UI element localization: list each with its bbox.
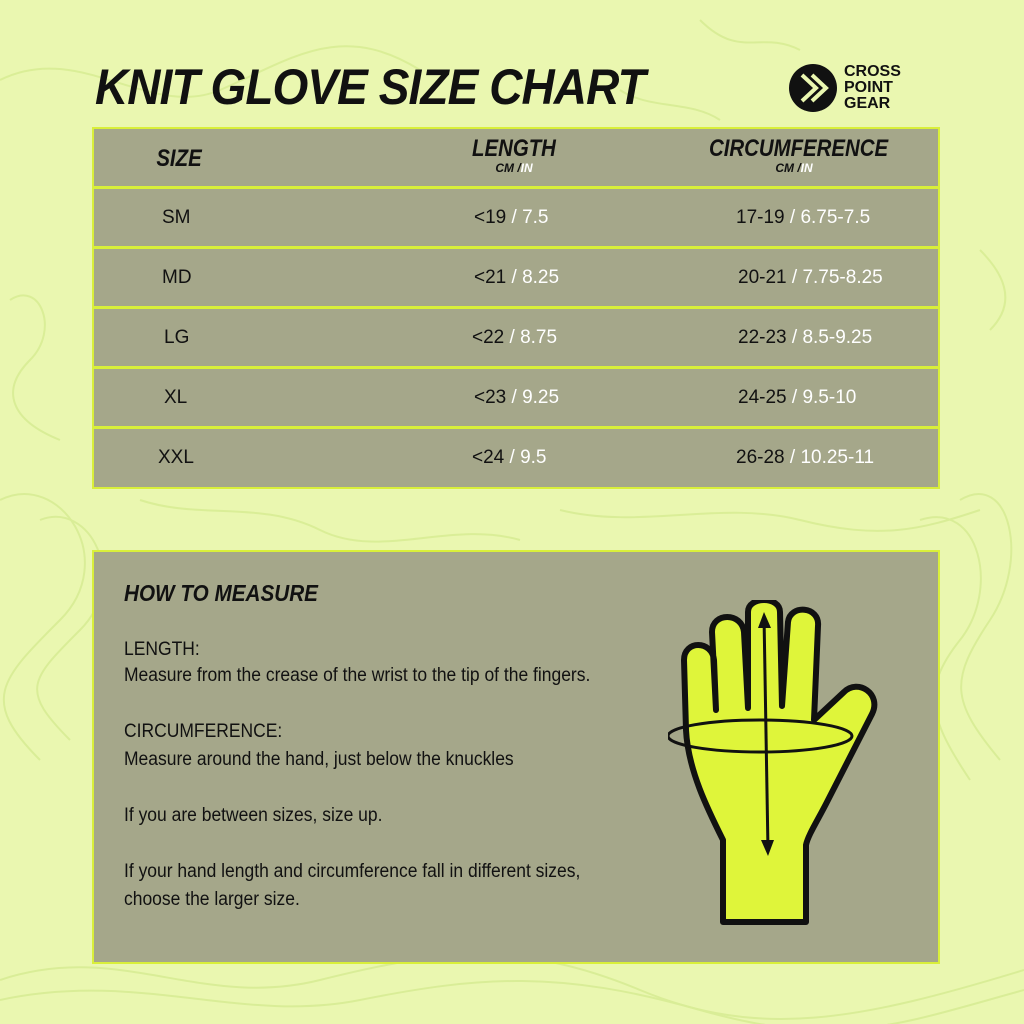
circ-in: 6.75-7.5: [800, 207, 871, 228]
table-row: [94, 429, 938, 489]
row-length: <21 / 8.25: [474, 267, 560, 288]
size-chart-table: [92, 127, 940, 489]
length-in: 8.75: [520, 327, 558, 348]
different-sizes-tip-line1: If your hand length and circumference fall in different sizes,: [124, 861, 581, 882]
different-sizes-tip-line2: choose the larger size.: [124, 889, 300, 910]
circumference-instructions: Measure around the hand, just below the knuckles: [124, 749, 514, 770]
logo-line-2: POINT: [844, 79, 893, 96]
row-circumference: 26-28 / 10.25-11: [736, 447, 875, 468]
logo-line-1: CROSS: [844, 63, 901, 80]
circ-units-in: IN: [800, 161, 813, 175]
table-row: [94, 309, 938, 369]
length-in: 9.25: [522, 387, 560, 408]
circ-cm: 26-28: [736, 447, 785, 468]
row-length: <22 / 8.75: [472, 327, 558, 348]
circ-in: 8.5-9.25: [802, 327, 873, 348]
row-length: <19 / 7.5: [474, 207, 549, 228]
circ-cm: 24-25: [738, 387, 787, 408]
row-size: XL: [164, 387, 188, 408]
table-header: [94, 129, 938, 189]
length-cm: <19: [474, 207, 507, 228]
logo-mark-icon: [788, 63, 838, 113]
brand-logo: [788, 63, 901, 113]
header-length: [454, 135, 574, 175]
row-circumference: 20-21 / 7.75-8.25: [738, 267, 883, 288]
circ-in: 10.25-11: [800, 447, 875, 468]
circ-units-cm: CM /: [775, 161, 801, 175]
header-size-label: SIZE: [156, 145, 202, 172]
circumference-label: CIRCUMFERENCE:: [124, 721, 283, 742]
row-size: LG: [164, 327, 190, 348]
circ-cm: 17-19: [736, 207, 785, 228]
length-in: 7.5: [522, 207, 549, 228]
header-length-units: [454, 161, 574, 175]
length-cm: <23: [474, 387, 507, 408]
header-circ-units: [694, 161, 894, 175]
logo-text: [844, 64, 901, 112]
row-size: SM: [162, 207, 191, 228]
length-units-cm: CM /: [495, 161, 521, 175]
header-length-label: LENGTH: [472, 135, 556, 162]
row-length: <24 / 9.5: [472, 447, 547, 468]
length-instructions: Measure from the crease of the wrist to the tip of the fingers.: [124, 665, 591, 686]
measure-title: HOW TO MEASURE: [124, 580, 318, 606]
table-row: [94, 249, 938, 309]
length-label: LENGTH:: [124, 639, 200, 660]
header-circumference-label: CIRCUMFERENCE: [709, 135, 889, 162]
length-cm: <22: [472, 327, 505, 348]
table-row: [94, 189, 938, 249]
table-row: [94, 369, 938, 429]
length-cm: <24: [472, 447, 505, 468]
circ-cm: 20-21: [738, 267, 787, 288]
hand-measure-icon: [668, 600, 888, 930]
header-circumference: [694, 135, 894, 175]
length-units-in: IN: [520, 161, 533, 175]
row-circumference: 24-25 / 9.5-10: [738, 387, 857, 408]
header-size: [144, 145, 214, 173]
row-size: XXL: [158, 447, 194, 468]
length-in: 9.5: [520, 447, 547, 468]
row-size: MD: [162, 267, 192, 288]
circ-in: 9.5-10: [802, 387, 857, 408]
length-in: 8.25: [522, 267, 560, 288]
length-cm: <21: [474, 267, 507, 288]
row-circumference: 22-23 / 8.5-9.25: [738, 327, 873, 348]
row-length: <23 / 9.25: [474, 387, 560, 408]
circ-cm: 22-23: [738, 327, 787, 348]
logo-line-3: GEAR: [844, 95, 891, 112]
page-title: KNIT GLOVE SIZE CHART: [95, 59, 645, 115]
size-up-tip: If you are between sizes, size up.: [124, 805, 383, 826]
row-circumference: 17-19 / 6.75-7.5: [736, 207, 871, 228]
circ-in: 7.75-8.25: [802, 267, 883, 288]
